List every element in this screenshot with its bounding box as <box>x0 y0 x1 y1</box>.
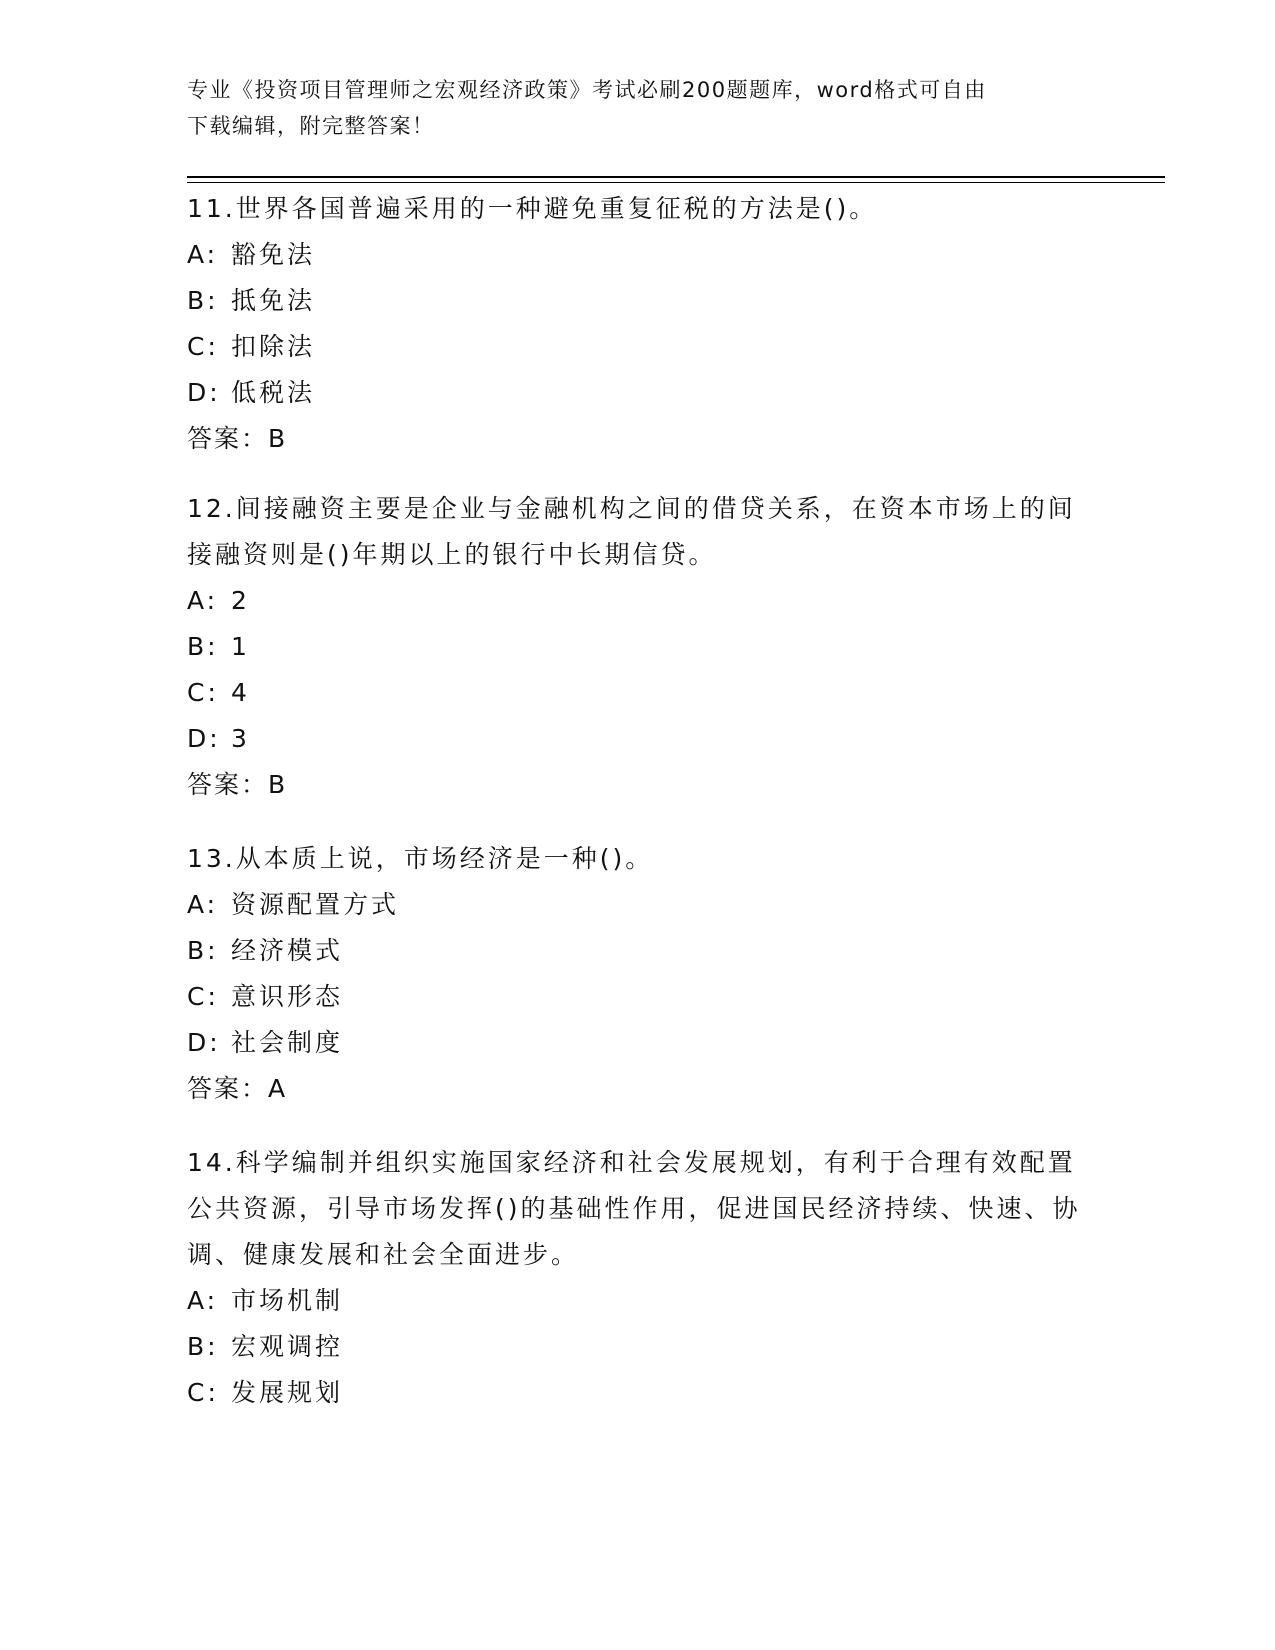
option-b <box>187 928 1087 974</box>
option-text: 宏观调控 <box>231 1332 344 1361</box>
option-a <box>187 578 1087 624</box>
option-text: 扣除法 <box>231 332 316 361</box>
question-13 <box>187 836 1087 1112</box>
option-letter: B: <box>187 1332 219 1361</box>
option-text: 4 <box>231 678 250 707</box>
question-14 <box>187 1140 1087 1416</box>
option-b <box>187 1324 1087 1370</box>
option-text: 资源配置方式 <box>231 890 400 919</box>
question-stem: 12.间接融资主要是企业与金融机构之间的借贷关系，在资本市场上的间接融资则是()年期以上的银行中长期信贷。 <box>187 494 1076 569</box>
header-divider-top <box>187 176 1165 178</box>
option-letter: D: <box>187 724 221 753</box>
option-letter: D: <box>187 378 221 407</box>
option-text: 2 <box>231 586 250 615</box>
option-text: 豁免法 <box>231 240 316 269</box>
option-c <box>187 1370 1087 1416</box>
option-text: 低税法 <box>231 378 316 407</box>
option-letter: A: <box>187 890 219 919</box>
option-letter: C: <box>187 678 219 707</box>
option-letter: A: <box>187 586 219 615</box>
option-letter: B: <box>187 286 219 315</box>
option-b <box>187 278 1087 324</box>
option-c <box>187 974 1087 1020</box>
option-text: 抵免法 <box>231 286 316 315</box>
question-stem: 13.从本质上说，市场经济是一种()。 <box>187 844 654 873</box>
option-letter: A: <box>187 1286 219 1315</box>
option-a <box>187 232 1087 278</box>
option-text: 经济模式 <box>231 936 344 965</box>
option-a <box>187 1278 1087 1324</box>
option-letter: B: <box>187 632 219 661</box>
document-header <box>187 72 1087 144</box>
option-letter: A: <box>187 240 219 269</box>
option-text: 社会制度 <box>231 1028 344 1057</box>
option-letter: C: <box>187 332 219 361</box>
header-line-2: 下载编辑，附完整答案！ <box>187 114 435 138</box>
question-stem: 11.世界各国普遍采用的一种避免重复征税的方法是()。 <box>187 194 878 223</box>
option-letter: B: <box>187 936 219 965</box>
option-letter: C: <box>187 1378 219 1407</box>
option-a <box>187 882 1087 928</box>
option-text: 市场机制 <box>231 1286 344 1315</box>
option-c <box>187 324 1087 370</box>
header-line-1: 专业《投资项目管理师之宏观经济政策》考试必刷200题题库，word格式可自由 <box>187 78 987 102</box>
answer-label: 答案：B <box>187 424 288 453</box>
option-d <box>187 1020 1087 1066</box>
option-text: 1 <box>231 632 250 661</box>
question-12 <box>187 486 1087 808</box>
option-c <box>187 670 1087 716</box>
question-stem: 14.科学编制并组织实施国家经济和社会发展规划，有利于合理有效配置公共资源，引导市场发挥()的基础性作用，促进国民经济持续、快速、协调、健康发展和社会全面进步。 <box>187 1148 1081 1269</box>
question-11 <box>187 186 1087 462</box>
header-divider-bottom <box>187 182 1165 183</box>
option-text: 意识形态 <box>231 982 344 1011</box>
answer-label: 答案：A <box>187 1074 288 1103</box>
option-text: 3 <box>231 724 250 753</box>
option-letter: D: <box>187 1028 221 1057</box>
option-letter: C: <box>187 982 219 1011</box>
option-d <box>187 370 1087 416</box>
answer-label: 答案：B <box>187 770 288 799</box>
option-text: 发展规划 <box>231 1378 344 1407</box>
option-b <box>187 624 1087 670</box>
option-d <box>187 716 1087 762</box>
